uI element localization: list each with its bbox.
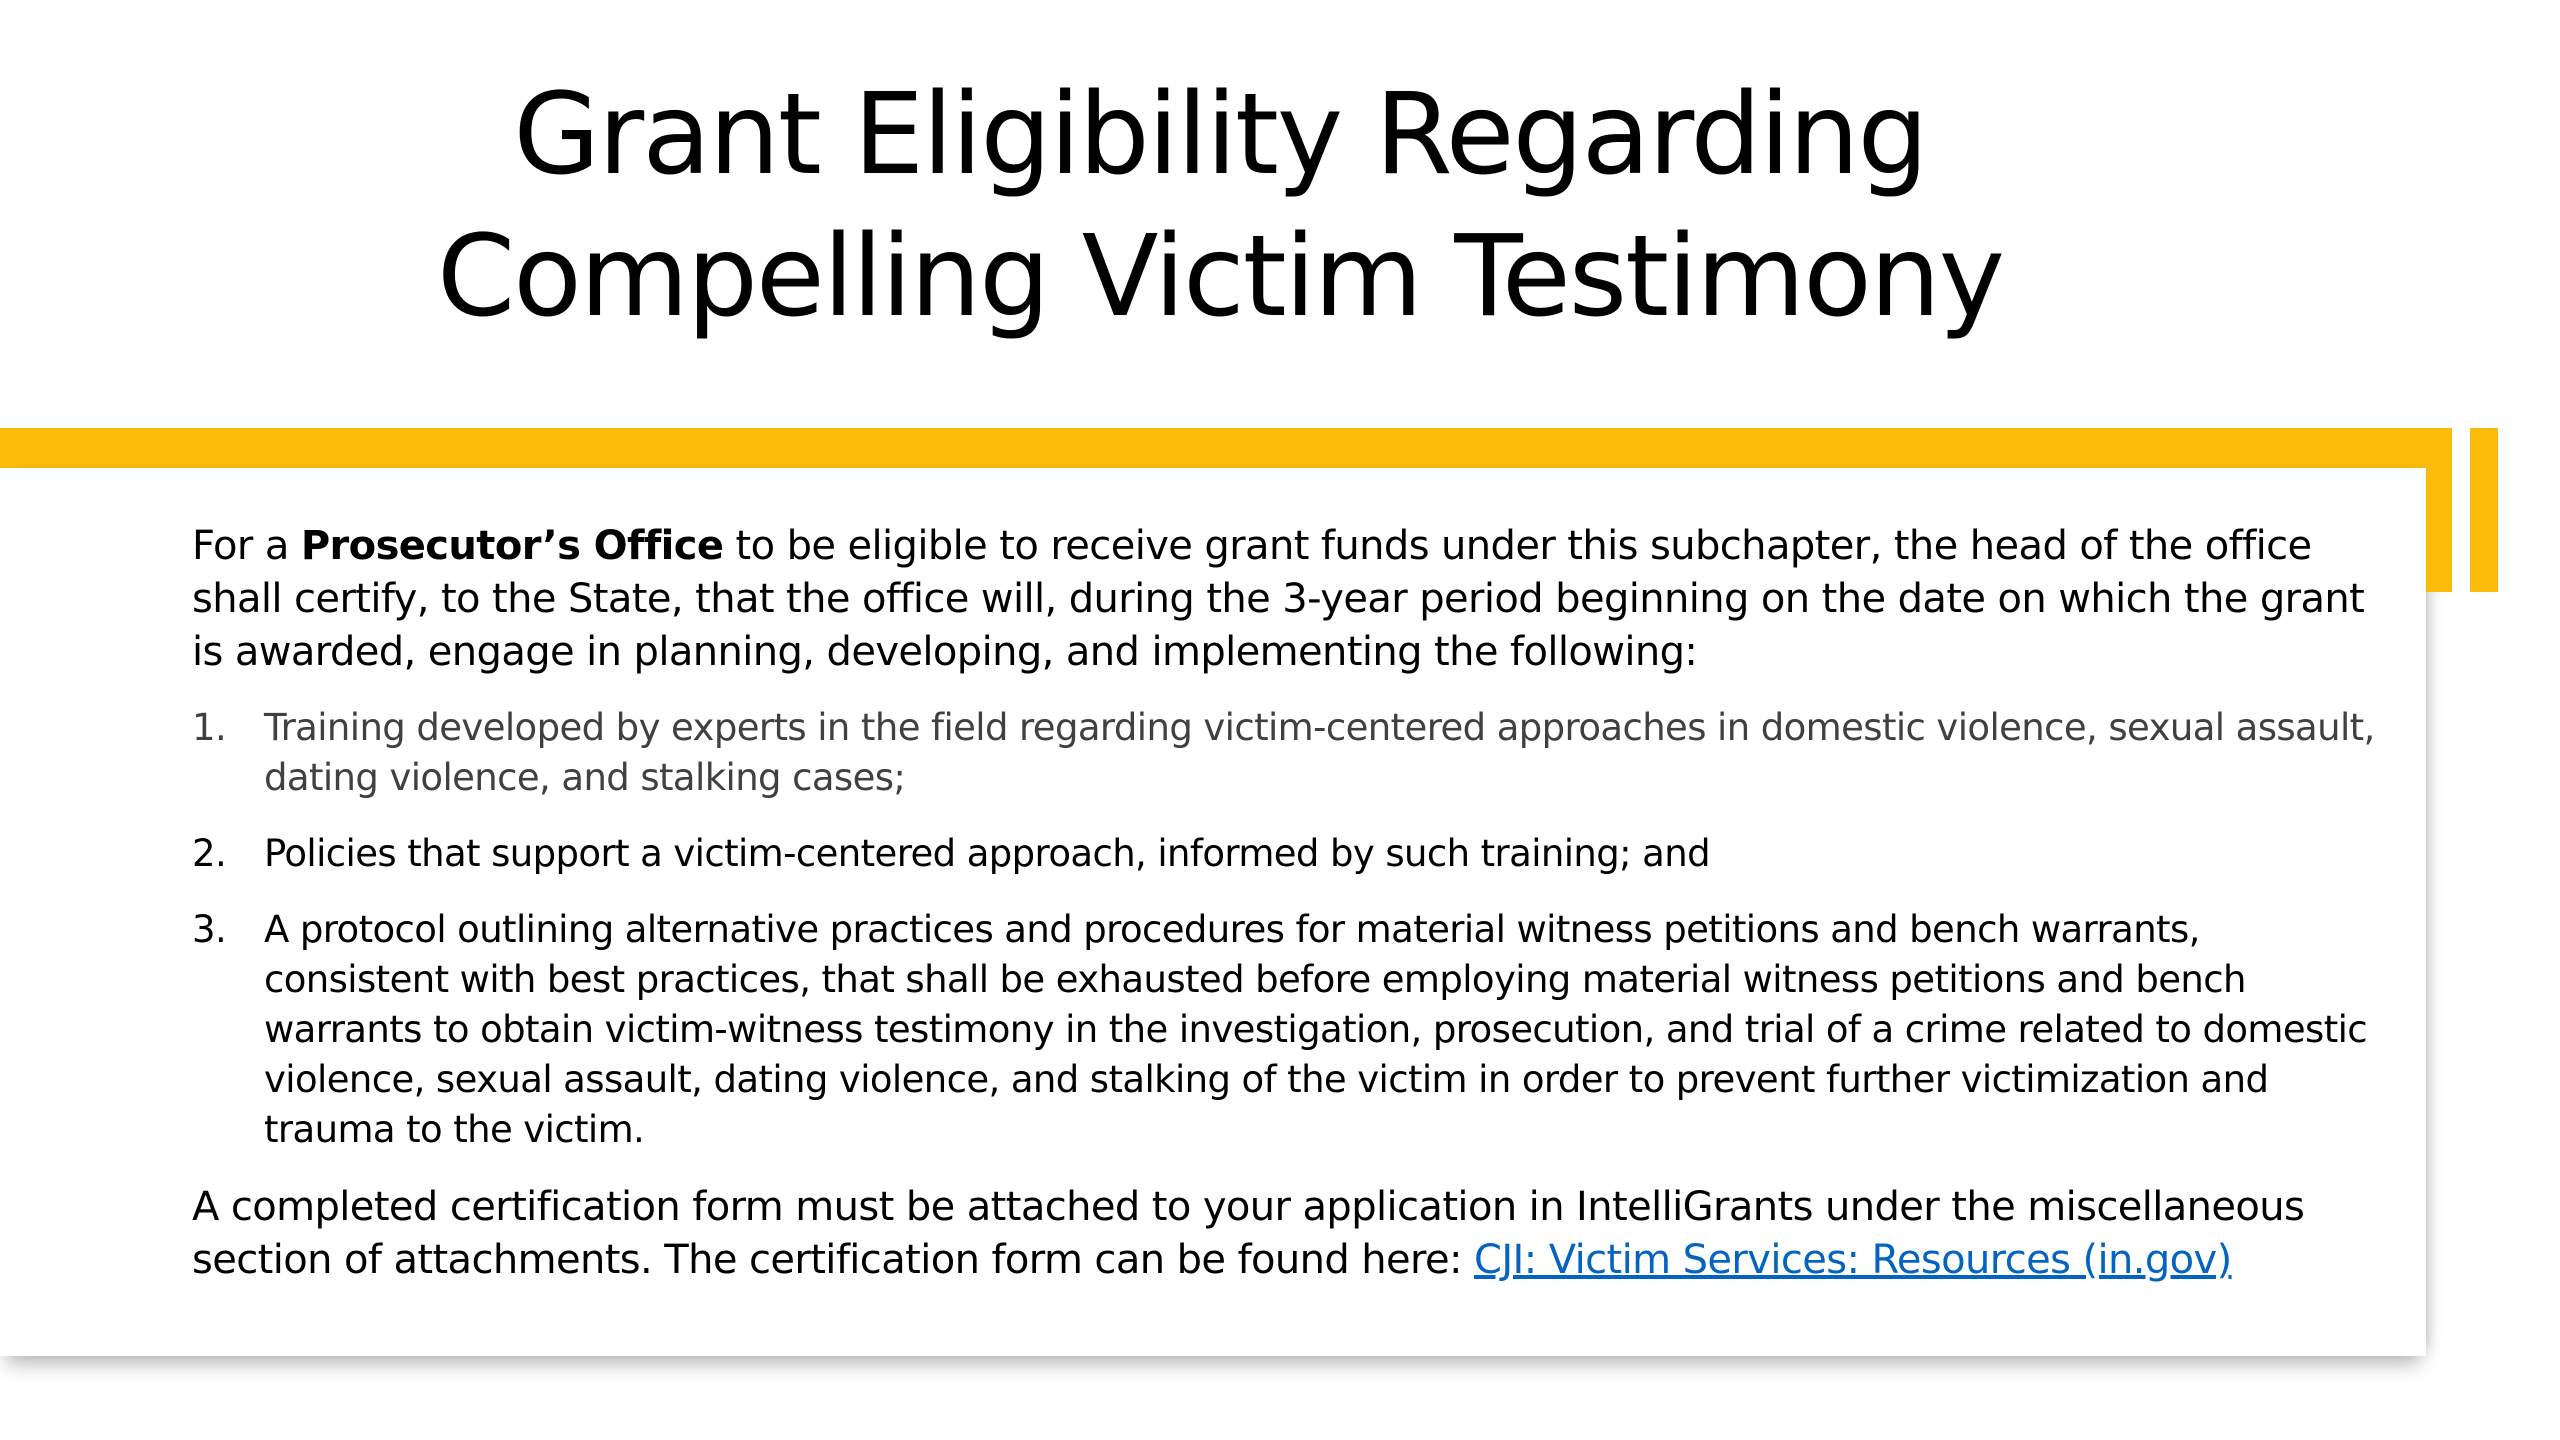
list-item — [192, 905, 2392, 1155]
slide-title-line-1: Grant Eligibility Regarding — [513, 70, 1927, 200]
accent-bar-horizontal — [0, 428, 2452, 468]
slide-title-line-2: Compelling Victim Testimony — [436, 212, 2003, 342]
intro-rest: to be eligible to receive grant funds under this subchapter, the head of the office shall certify, to the State, that the office will, during the 3-year period beginning on the date on which the grant is awarded, engage in planning, developing, and implementing the following: — [192, 523, 2365, 675]
closing-paragraph — [192, 1181, 2392, 1287]
intro-prefix: For a — [192, 523, 301, 569]
list-item-text: A protocol outlining alternative practices and procedures for material witness petitions and bench warrants, consistent with best practices, that shall be exhausted before employing material witness petitions and bench warrants to obtain victim-witness testimony in the investigation, prosecution, and trial of a crime related to domestic violence, sexual assault, dating violence, and stalking of the victim in order to prevent further victimization and trauma to the victim. — [264, 908, 2368, 1151]
closing-text: A completed certification form must be attached to your application in IntelliGrants under the miscellaneous section of attachments. The certification form can be found here: — [192, 1184, 2305, 1283]
list-item — [192, 703, 2392, 803]
list-item-text: Training developed by experts in the field regarding victim-centered approaches in domestic violence, sexual assault, dating violence, and stalking cases; — [264, 706, 2375, 799]
list-item-text: Policies that support a victim-centered approach, informed by such training; and — [264, 832, 1710, 875]
intro-paragraph — [192, 520, 2392, 679]
accent-bar-vertical — [2426, 428, 2452, 592]
slide-body — [192, 520, 2392, 1287]
list-item — [192, 829, 2392, 879]
list-item-number: 1. — [192, 706, 227, 749]
resources-link[interactable]: CJI: Victim Services: Resources (in.gov) — [1474, 1237, 2232, 1283]
list-item-number: 2. — [192, 832, 227, 875]
list-item-number: 3. — [192, 908, 227, 951]
accent-bar-vertical-outer — [2470, 428, 2498, 592]
requirements-list — [192, 703, 2392, 1155]
intro-bold-term: Prosecutor’s Office — [300, 523, 724, 569]
slide-title — [0, 64, 2440, 348]
